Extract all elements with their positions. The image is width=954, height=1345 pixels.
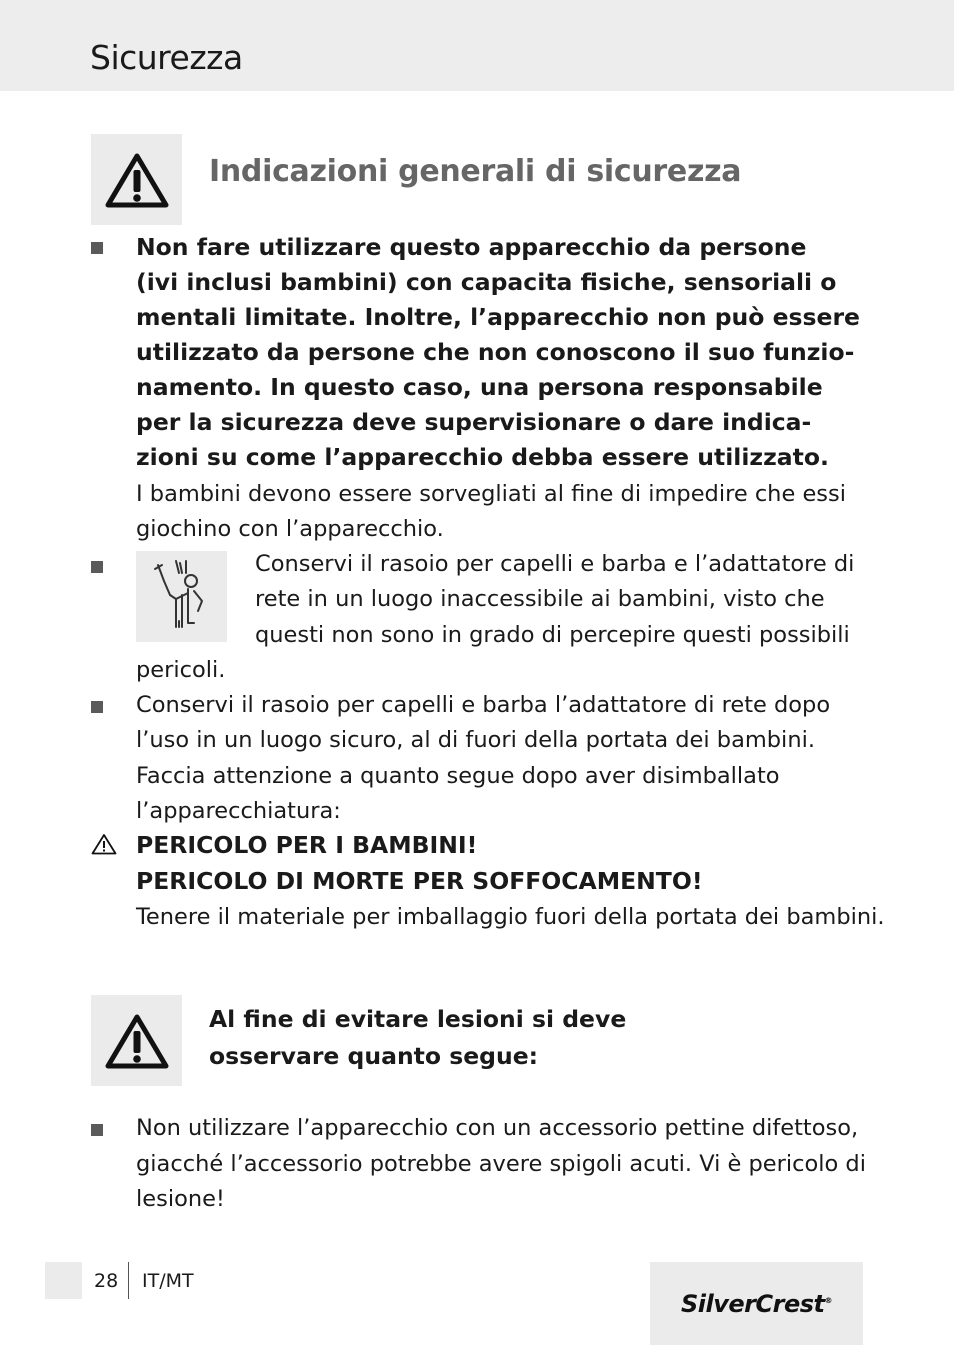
text-line: giochino con l’apparecchio. bbox=[136, 516, 444, 542]
child-reaching-icon bbox=[136, 551, 227, 642]
child-safety-box bbox=[136, 551, 227, 642]
bold-line: utilizzato da persone che non conoscono il suo funzio- bbox=[136, 338, 855, 366]
page-number: 28 bbox=[94, 1270, 119, 1292]
footer-box bbox=[45, 1262, 82, 1299]
sub-heading bbox=[209, 1001, 626, 1075]
text-line: I bambini devono essere sorvegliati al fine di impedire che essi bbox=[136, 481, 846, 507]
warning-box bbox=[91, 134, 182, 225]
bullet bbox=[91, 1124, 103, 1136]
logo-text bbox=[681, 1290, 832, 1318]
text-line: l’uso in un luogo sicuro, al di fuori della portata dei bambini. bbox=[136, 727, 815, 753]
warning-box bbox=[91, 995, 182, 1086]
text-line: rete in un luogo inaccessibile ai bambini, visto che bbox=[255, 586, 825, 612]
danger-line: PERICOLO DI MORTE PER SOFFOCAMENTO! bbox=[136, 867, 703, 895]
sub-heading-line: Al fine di evitare lesioni si deve bbox=[209, 1005, 627, 1033]
footer-divider bbox=[128, 1262, 129, 1299]
bold-line: namento. In questo caso, una persona responsabile bbox=[136, 373, 823, 401]
bold-line: Non fare utilizzare questo apparecchio da persone bbox=[136, 233, 807, 261]
danger-line: PERICOLO PER I BAMBINI! bbox=[136, 831, 478, 859]
bullet bbox=[91, 242, 103, 254]
warning-triangle-icon bbox=[105, 152, 169, 208]
page-title: Sicurezza bbox=[90, 38, 243, 77]
text-line: l’apparecchiatura: bbox=[136, 798, 341, 824]
text-line: giacché l’accessorio potrebbe avere spigoli acuti. Vi è pericolo di bbox=[136, 1151, 866, 1177]
bold-line: mentali limitate. Inoltre, l’apparecchio non può essere bbox=[136, 303, 860, 331]
text-line: Faccia attenzione a quanto segue dopo aver disimballato bbox=[136, 763, 780, 789]
warning-triangle-icon bbox=[91, 833, 117, 855]
text-line: Conservi il rasoio per capelli e barba l’adattatore di rete dopo bbox=[136, 692, 831, 718]
text-line: Conservi il rasoio per capelli e barba e l’adattatore di bbox=[255, 551, 855, 577]
bullet bbox=[91, 701, 103, 713]
sub-heading-line: osservare quanto segue: bbox=[209, 1042, 539, 1070]
text-line: lesione! bbox=[136, 1186, 225, 1212]
language-code: IT/MT bbox=[142, 1270, 194, 1292]
text-line: Tenere il materiale per imballaggio fuori della portata dei bambini. bbox=[136, 904, 885, 930]
text-line: Non utilizzare l’apparecchio con un accessorio pettine difettoso, bbox=[136, 1115, 859, 1141]
bold-line: (ivi inclusi bambini) con capacita fisiche, sensoriali o bbox=[136, 268, 837, 296]
bullet bbox=[91, 561, 103, 573]
bold-line: zioni su come l’apparecchio debba essere utilizzato. bbox=[136, 443, 829, 471]
logo-name: SilverCrest bbox=[681, 1289, 825, 1318]
text-line: questi non sono in grado di percepire questi possibili bbox=[255, 622, 850, 648]
text-line: pericoli. bbox=[136, 657, 226, 683]
brand-logo bbox=[650, 1262, 863, 1345]
bold-line: per la sicurezza deve supervisionare o dare indica- bbox=[136, 408, 812, 436]
warning-triangle-icon bbox=[105, 1013, 169, 1069]
registered-mark: ® bbox=[824, 1295, 832, 1305]
section-heading: Indicazioni generali di sicurezza bbox=[209, 154, 742, 189]
